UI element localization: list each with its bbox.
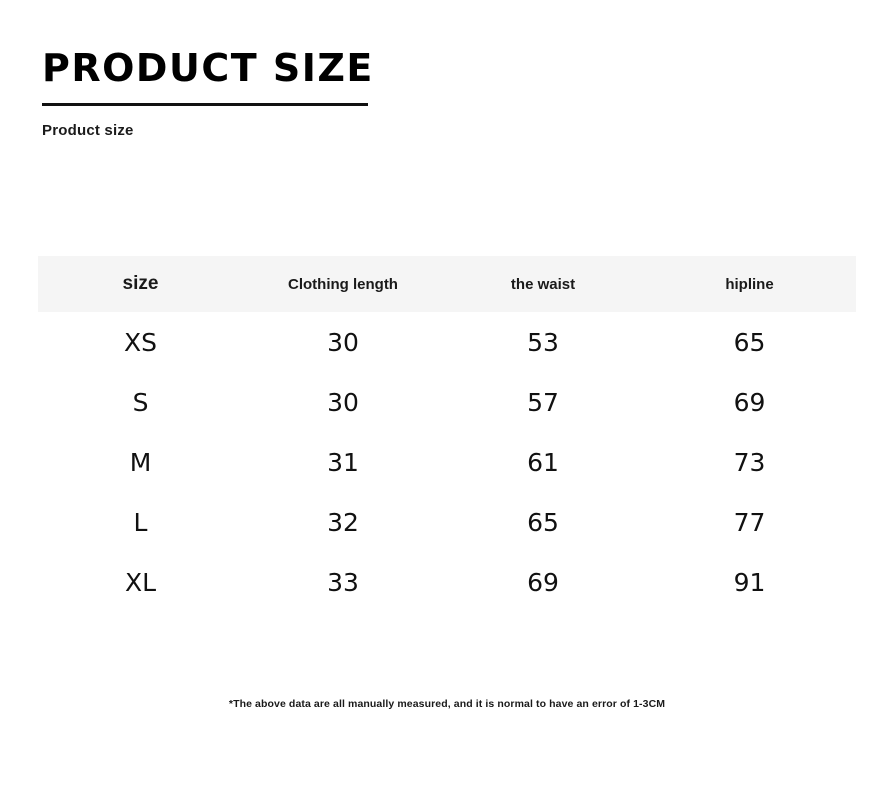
cell-hipline: 73: [733, 447, 766, 477]
cell-hipline: 77: [733, 507, 766, 537]
cell-hipline: 69: [733, 387, 766, 417]
column-header-the-waist: the waist: [510, 275, 576, 293]
table-header: [38, 256, 856, 312]
cell-size: XL: [124, 567, 157, 597]
table-row: [38, 432, 856, 492]
cell-clothing-length: 30: [327, 387, 359, 417]
cell-hipline: 65: [733, 327, 766, 357]
table-body: [38, 312, 856, 612]
title-underline: [42, 103, 368, 106]
column-header-clothing-length: Clothing length: [288, 275, 398, 293]
cell-the-waist: 61: [527, 447, 559, 477]
cell-hipline: 91: [733, 567, 766, 597]
table-row: [38, 552, 856, 612]
cell-the-waist: 53: [527, 327, 559, 357]
page-title: PRODUCT SIZE: [42, 46, 374, 90]
measurement-footnote: *The above data are all manually measured, and it is normal to have an error of 1-3CM: [228, 698, 666, 710]
cell-size: XS: [124, 327, 157, 357]
cell-clothing-length: 32: [327, 507, 359, 537]
cell-size: L: [133, 507, 148, 537]
cell-clothing-length: 30: [327, 327, 359, 357]
cell-clothing-length: 33: [327, 567, 359, 597]
cell-the-waist: 65: [527, 507, 559, 537]
table-header-row: [38, 256, 856, 312]
table-row: [38, 492, 856, 552]
cell-the-waist: 57: [527, 387, 559, 417]
column-header-hipline: hipline: [725, 275, 774, 293]
cell-clothing-length: 31: [327, 447, 359, 477]
column-header-size: size: [122, 273, 159, 294]
header-block: [42, 48, 462, 139]
cell-size: M: [129, 447, 152, 477]
cell-size: S: [132, 387, 149, 417]
table-row: [38, 312, 856, 372]
page-subtitle: Product size: [42, 121, 134, 139]
size-chart-table: [38, 256, 856, 612]
cell-the-waist: 69: [527, 567, 559, 597]
table-row: [38, 372, 856, 432]
